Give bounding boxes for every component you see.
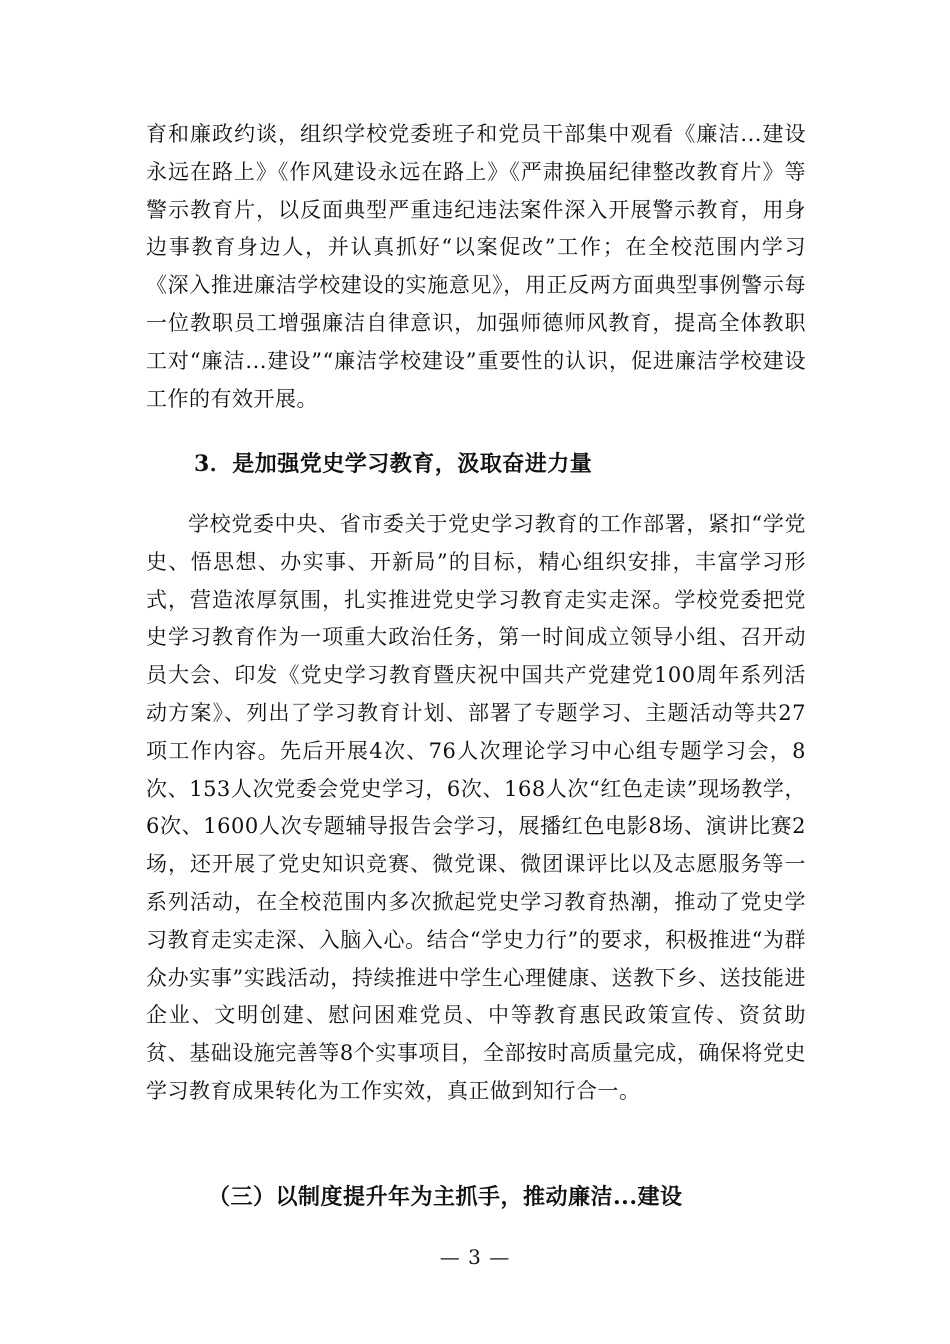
subheading-party-history: 3．是加强党史学习教育，汲取奋进力量: [194, 451, 593, 477]
paragraph-warning-education: 育和廉政约谈，组织学校党委班子和党员干部集中观看《廉洁...建设永远在路上》《作风建设永远在路上》《严肃换届纪律整改教育片》等警示教育片，以反面典型严重违纪违法案件深入开展警示教育，用身边事教育身边人，并认真抓好“以案促改”工作；在全校范围内学习《深入推进廉洁学校建设的实施意见》，用正反两方面典型事例警示每一位教职员工增强廉洁自律意识，加强师德师风教育，提高全体教职工对“廉洁...建设”“廉洁学校建设”重要性的认识，促进廉洁学校建设工作的有效开展。: [146, 122, 806, 411]
page-number: — 3 —: [439, 1245, 511, 1269]
section-heading-system-improvement: （三）以制度提升年为主抓手，推动廉洁...建设: [208, 1184, 683, 1210]
paragraph-party-history-education: 学校党委中央、省市委关于党史学习教育的工作部署，紧扣“学党史、悟思想、办实事、开新局”的目标，精心组织安排，丰富学习形式，营造浓厚氛围，扎实推进党史学习教育走实走深。学校党委把党史学习教育作为一项重大政治任务，第一时间成立领导小组、召开动员大会、印发《党史学习教育暨庆祝中国共产党建党100周年系列活动方案》、列出了学习教育计划、部署了专题学习、主题活动等共27项工作内容。先后开展4次、76人次理论学习中心组专题学习会，8次、153人次党委会党史学习，6次、168人次“红色走读”现场教学，6次、1600人次专题辅导报告会学习，展播红色电影8场、演讲比赛2场，还开展了党史知识竞赛、微党课、微团课评比以及志愿服务等一系列活动，在全校范围内多次掀起党史学习教育热潮，推动了党史学习教育走实走深、入脑入心。结合“学史力行”的要求，积极推进“为群众办实事”实践活动，持续推进中学生心理健康、送教下乡、送技能进企业、文明创建、慰问困难党员、中等教育惠民政策宣传、资贫助贫、基础设施完善等8个实事项目，全部按时高质量完成，确保将党史学习教育成果转化为工作实效，真正做到知行合一。: [146, 512, 806, 1103]
